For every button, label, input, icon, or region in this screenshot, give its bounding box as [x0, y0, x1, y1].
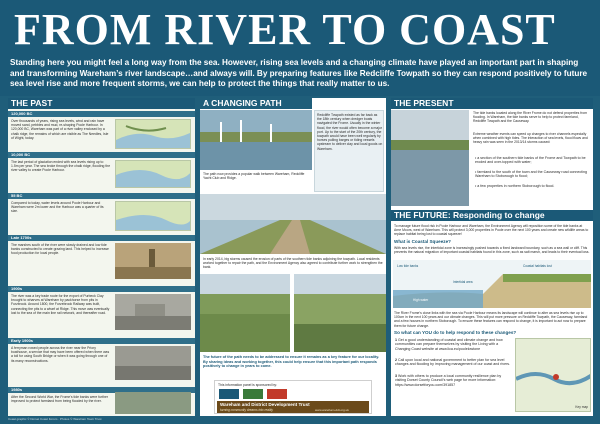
changing-path-heading: A CHANGING PATH	[200, 98, 312, 109]
intro-text: Standing here you might feel a long way from the sea. However, rising sea levels and a changing climate have played an important part in shaping and transforming Wareham’s river landscape…and always will. By preparing features like Redcliffe Towpath so they can respond positively to future sea level rise and more frequent storms, we can help to protect the things that really matter to us.	[10, 58, 588, 88]
photo-tide-banks	[115, 392, 191, 414]
map-shape-1	[116, 120, 191, 149]
coastal-squeeze-question: What is Coastal Squeeze?	[394, 239, 451, 244]
photo-bank-repair-1	[200, 274, 290, 352]
action-2: 2 Call upon local and national government to better plan for sea level changes and flooding by improving management of our coast and rivers.	[395, 358, 511, 367]
photo-towpath	[200, 194, 386, 254]
storm-text: In early 2014, big storms caused the erosion of parts of the southern tide banks adjoining the towpath. Local residents worked together to repair the path, and the Environment Agency also agreed to contribute further work to strengthen the bank.	[203, 257, 383, 270]
engraving-illustration	[115, 243, 191, 279]
trust-tagline: turning community dreams into reality	[220, 408, 273, 412]
future-text-3: The River Frome’s close links with the sea via Poole Harbour means its landscape will continue to alter as sea levels rise up to 100cm in the next 100 years and our climate changes. This will put more pressure on Redcliffe Towpath, the Causeway, farmland and a few houses in northern Stoborough. To ensure these features can respond to change, it is important to act now to prepare them for future change.	[394, 311, 588, 328]
present-bullet-2-text: farmland to the south of the town and the Causeway road connecting Wareham to Stoborough to flood;	[475, 170, 587, 179]
diagram-label-2: Intertidal area	[453, 280, 473, 284]
credits: Coast graphic © Dorset Coast Forum · Photos © Wareham Town Trust	[8, 417, 102, 421]
key-map-shape	[516, 339, 591, 412]
present-heading: THE PRESENT	[391, 98, 593, 109]
historic-photo-shape-1	[115, 294, 191, 330]
photo-redcliffe-yacht-club	[200, 110, 312, 170]
bank-photo-shape-1	[200, 274, 290, 352]
present-bullet-1-text: a section of the southern tide banks of the Frome and Towpath to be eroded and over-topped with water;	[475, 156, 586, 165]
period-label-1: 120,000 BC	[8, 111, 195, 117]
past-panel	[8, 98, 195, 416]
towpath-photo-shape	[200, 194, 386, 254]
flood-photo-shape	[391, 110, 469, 206]
action-1-text: Get a good understanding of coastal and climate change and how communities can prepare themselves by visiting the Living with a Changing Coast website at www.lica.eu/poolelowtone	[395, 338, 503, 351]
key-map-caption: Key map	[575, 405, 588, 409]
map-shape-2	[116, 161, 191, 188]
period-text-6: A ferryman rowed people across the river near the Priory boathouse, a service that may have been offered when there was a toll for using South Bridge or when it was going through one of its many reconstructions.	[11, 346, 110, 363]
funder-logo-2	[243, 389, 263, 399]
present-text-2: Extreme weather events can speed up changes to river channels especially when combined with high tides. The interaction of sea levels, flood flows and heavy rain was seen in the 2013/14 storms caused:	[473, 132, 588, 145]
period-text-3: Compared to today, water levels around Poole Harbour and Wareham were 2m lower and the Harbour was a quarter of its size.	[11, 201, 104, 214]
towpath-history-text: Redcliffe Towpath existed as far back as the 18th century when dredger boats navigated the Frome. Usually in the winter flood, the river would often become a major port. Up to the start of the 20th century, the towpath would have been well regularly by horses pulling barges or tiding vessels upstream to deliver clay and local goods on Wareham.	[317, 113, 383, 151]
yacht-photo-shape	[200, 110, 312, 170]
diagram-label-4: Coastal habitats lost	[523, 264, 552, 268]
photo-flooded-fields	[391, 110, 469, 206]
key-map	[515, 338, 591, 412]
funder-logo-3	[267, 389, 287, 399]
sponsor-label: This information panel is sponsored by:	[218, 383, 277, 387]
present-bullet-3: • a few properties in northern Stoborough to flood.	[475, 184, 555, 188]
path-caption: The path now provides a popular walk between Wareham, Redcliffe Yacht Club and Ridge.	[203, 172, 305, 181]
map-120000bc	[115, 119, 191, 149]
photo-bank-repair-2	[294, 274, 386, 352]
bank-photo-shape-2	[294, 274, 386, 352]
historic-photo-ferry	[115, 346, 191, 380]
path-future-callout: The future of the path needs to be addressed to ensure it remains as a key feature for our locality. By sharing ideas and working together, this could help ensure that this important path responds positively to change in years to come.	[203, 355, 380, 369]
map-10000bc	[115, 160, 191, 188]
future-text-1: To manage future flood risk in Poole Harbour and Wareham, the Environment Agency will reposition some of the tide banks at Arne Moors, west of Wareham. This will protect 3,000 properties in Poole over the next 100 years and create new wildlife areas to replace habitat being lost to coastal squeeze!	[394, 224, 589, 237]
present-text-1: The tide banks located along the River Frome do not defend properties from flooding. In Wareham, the tide banks serve to help to protect farmland, Redcliffe Towpath and the Causeway.	[473, 111, 588, 124]
engraving-shape	[115, 243, 191, 279]
period-text-7: After the Second World War, the Frome’s tide banks were further improved to protect farmland from being flooded by the river.	[11, 395, 108, 404]
sponsor-box	[214, 380, 372, 414]
present-bullet-2: • farmland to the south of the town and the Causeway road connecting Wareham to Stoborough to flood;	[475, 170, 587, 179]
period-label-6: Early 1900s	[8, 338, 195, 344]
present-bullet-3-text: a few properties in northern Stoborough to flood.	[477, 184, 555, 188]
future-heading: THE FUTURE: Responding to change	[391, 210, 593, 221]
trust-banner	[217, 401, 369, 413]
period-label-3: 55 BC	[8, 193, 195, 199]
period-label-5: 1900s	[8, 286, 195, 292]
diagram-label-1: Low tide banks	[397, 264, 419, 268]
trust-name: Wareham and District Development Trust	[220, 402, 310, 407]
header-banner	[0, 0, 600, 96]
action-3-text: Work with others to produce a local community resilience plan by visiting Dorset County Council’s web page for more information: https://www.dorsetforyou.com/391857	[395, 374, 502, 387]
map-shape-3	[116, 202, 191, 231]
page-title: FROM RIVER TO COAST	[14, 5, 556, 54]
historic-photo-river-trade	[115, 294, 191, 330]
past-heading: THE PAST	[8, 98, 195, 109]
period-label-2: 10,000 BC	[8, 152, 195, 158]
changing-path-panel	[200, 98, 386, 416]
period-label-7: 1980s	[8, 387, 195, 393]
action-2-text: Call upon local and national government to better plan for sea level changes and flooding by improving management of our coast and rivers.	[395, 358, 511, 367]
map-55bc	[115, 201, 191, 231]
action-1: 1 Get a good understanding of coastal and climate change and how communities can prepare themselves by visiting the Living with a Changing Coast website at www.lica.eu/poolelowtone	[395, 338, 503, 351]
funder-logo-1	[219, 389, 239, 399]
present-bullet-1: • a section of the southern tide banks of the Frome and Towpath to be eroded and over-topped with water;	[475, 156, 586, 165]
period-text-2: The last period of glaciation ended with sea levels rising up to 1.5m per year. The sea broke through the chalk ridge, flooding the river valley to create Poole Harbour.	[11, 160, 111, 173]
period-text-4: The marshes south of the river were slowly drained and low tide banks constructed to create grazing land. This helped to increase food production for local people.	[11, 243, 109, 256]
towpath-history-box	[314, 110, 384, 192]
action-3: 3 Work with others to produce a local community resilience plan by visiting Dorset County Council’s web page for more information: https://www.dorsetforyou.com/391857	[395, 374, 502, 387]
future-text-2: With sea levels rise, the intertidal zone is increasingly pushed towards a fixed landward boundary, such as a sea wall or cliff. This prevents the natural migration of important coastal habitats found in this zone, such as salt marsh, and leads to their eventual loss.	[394, 246, 590, 255]
trust-url: www.wareham-ddt.org.uk	[315, 408, 349, 412]
what-can-you-do-question: So what can YOU do to help respond to these changes?	[394, 330, 517, 335]
historic-photo-shape-2	[115, 346, 191, 380]
diagram-label-3: High water	[413, 298, 429, 302]
period-text-1: Over thousands of years, rising sea levels, wind and rain have moved sand, pebbles and mud, re-shaping Poole Harbour. In 120,000 BC, Wareham was part of a river valley enclosed by a chalk ridge, the remains of which are visible as The Needles, Isle of Wight, today.	[11, 119, 109, 140]
period-text-5: The river was a key trade route for the export of Purbeck Clay brought to wharves at Wareham by packhorse from pits in Furzbrook. Around 1800, the Furzebrook Railway was built, connecting the pits to a wharf at Ridge. This move was eventually lost to the sea of the main line rail network, and thereafter road.	[11, 294, 110, 315]
present-future-panel	[391, 98, 593, 416]
coastal-squeeze-diagram	[393, 260, 591, 308]
period-label-4: Late 1700s	[8, 235, 195, 241]
